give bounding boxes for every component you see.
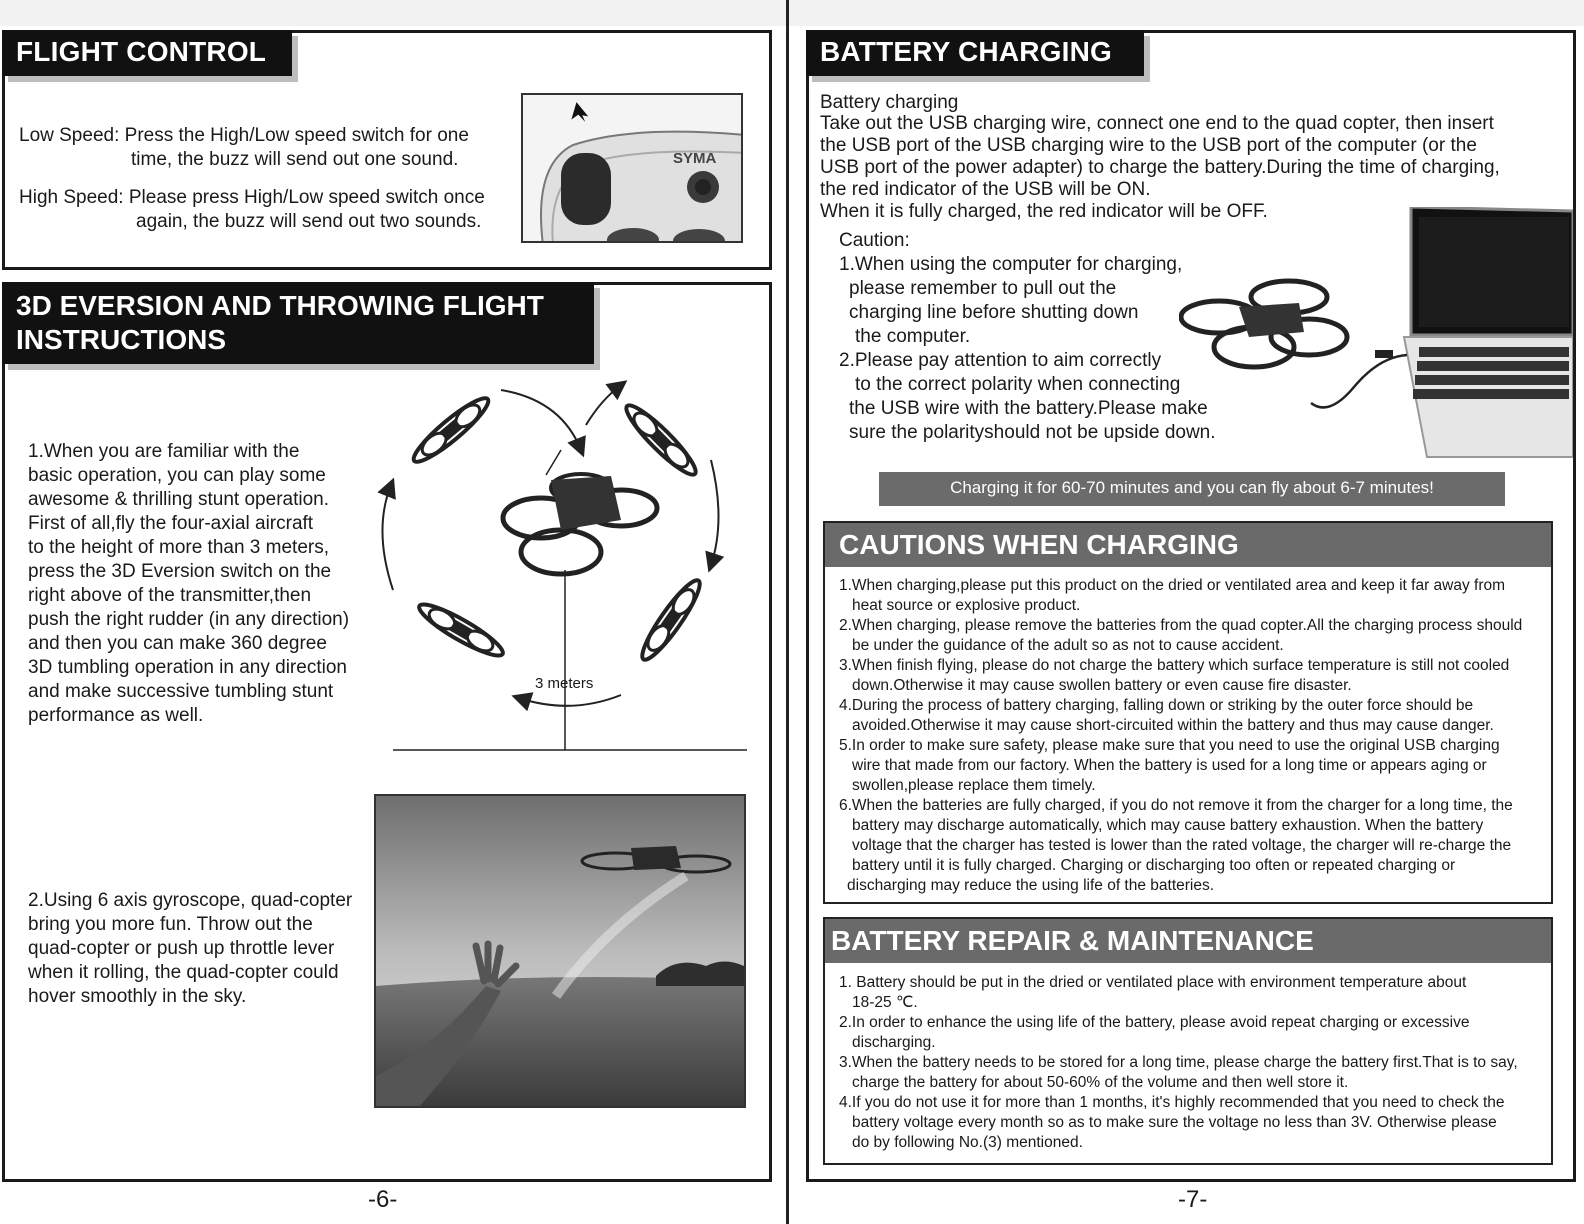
page-divider: [786, 0, 789, 1224]
page-number-right: -7-: [1178, 1186, 1208, 1213]
meters-label: 3 meters: [535, 675, 594, 692]
page-number-left: -6-: [368, 1186, 398, 1213]
repair-title: BATTERY REPAIR & MAINTENANCE: [825, 919, 1551, 963]
center-drone-icon: [503, 474, 657, 574]
charging-illustration: [1179, 207, 1573, 497]
transmitter-photo: [521, 93, 743, 243]
flight-control-section: [2, 30, 772, 270]
charging-body: Take out the USB charging wire, connect one end to the quad copter, then insert the USB port of the USB charging wire to the USB port of the computer (or the USB port of the power adapter) to charge the battery.During the time of charging, the red indicator of the USB will be ON. When it is fully charged, the red indicator will be OFF.: [820, 113, 1500, 222]
brand-text: SYMA: [673, 150, 717, 167]
repair-item-4: 4.If you do not use it for more than 1 months, it's highly recommended that you need to check the battery voltage every month so as to make sure the voltage no less than 3V. Otherwise please do by following No.(3) mentioned.: [839, 1094, 1505, 1151]
high-speed-text: High Speed: Please press High/Low speed switch once again, the buzz will send out two sounds.: [19, 187, 485, 232]
eversion-section: [2, 282, 772, 1182]
low-speed-text: Low Speed: Press the High/Low speed switch for one time, the buzz will send out one sound.: [19, 125, 469, 170]
repair-item-2: 2.In order to enhance the using life of the battery, please avoid repeat charging or excessive discharging.: [839, 1014, 1470, 1051]
eversion-title: 3D EVERSION AND THROWING FLIGHT INSTRUCTIONS: [2, 282, 594, 364]
repair-item-3: 3.When the battery needs to be stored for a long time, please charge the battery first.That is to say, charge the battery for about 50-60% of the volume and then well store it.: [839, 1054, 1518, 1091]
caution-item-1: 1.When charging,please put this product on the dried or ventilated area and keep it far away from heat source or explosive product.: [839, 577, 1506, 614]
top-band: [0, 0, 1584, 26]
battery-charging-section: [806, 30, 1576, 1182]
throwing-photo: [374, 794, 746, 1108]
eversion-paragraph-2: 2.Using 6 axis gyroscope, quad-copter bring you more fun. Throw out the quad-copter or push up throttle lever when it rolling, the quad-copter could hover smoothly in the sky.: [28, 890, 353, 1007]
repair-item-1: 1. Battery should be put in the dried or ventilated place with environment temperature about 18-25 ℃.: [839, 974, 1467, 1011]
high-speed-label: High Speed:: [19, 187, 124, 208]
flight-control-title: FLIGHT CONTROL: [2, 30, 292, 76]
eversion-paragraph-1: 1.When you are familiar with the basic operation, you can play some awesome & thrilling stunt operation. First of all,fly the four-axial aircraft to the height of more than 3 meters, press the 3D Eversion switch on the right above of the transmitter,then push the right rudder (in any direction) and then you can make 360 degree 3D tumbling operation in any direction and make successive tumbling stunt performance as well.: [28, 441, 350, 726]
cautions-list: [839, 576, 1551, 896]
charging-banner: Charging it for 60-70 minutes and you can fly about 6-7 minutes!: [879, 472, 1505, 506]
laptop-icon: [1404, 207, 1573, 457]
tumbling-diagram: [371, 380, 751, 760]
caution-list: 1.When using the computer for charging, please remember to pull out the charging line before shutting down the computer. 2.Please pay attention to aim correctly to the correct polarity when connecting the USB wire with the battery.Please make sure the polarityshould not be upside down.: [839, 254, 1216, 443]
caution-item-5: 5.In order to make sure safety, please make sure that you need to use the original USB charging wire that made from our factory. When the battery is used for a long time or appears aging or swollen,please replace them timely.: [839, 737, 1500, 794]
caution-item-6: 6.When the batteries are fully charged, if you do not remove it from the charger for a long time, the battery may discharge automatically, which may cause battery exhaustion. When the battery voltage that the charger has tested is lower than the rated voltage, the charger will re-charge the battery until it is fully charged. Charging or discharging too often or repeated charging or discharging may reduce the using life of the batteries.: [839, 797, 1513, 894]
cautions-box: [823, 521, 1553, 904]
transmitter-illustration: [523, 95, 743, 243]
throwing-illustration: [376, 796, 746, 1108]
caution-item-2: 2.When charging, please remove the batteries from the quad copter.All the charging process should be under the guidance of the adult so as not to cause accident.: [839, 617, 1523, 654]
caution-item-3: 3.When finish flying, please do not charge the battery which surface temperature is still not cooled down.Otherwise it may cause swollen battery or even cause fire disaster.: [839, 657, 1510, 694]
caution-item-4: 4.During the process of battery charging, falling down or striking by the outer force should be avoided.Otherwise it may cause short-circuited within the battery and thus may cause danger.: [839, 697, 1494, 734]
charging-heading: Battery charging: [820, 92, 959, 113]
caution-label: Caution:: [839, 230, 910, 251]
drone-icon: [1181, 281, 1347, 367]
cautions-title: CAUTIONS WHEN CHARGING: [825, 523, 1551, 567]
battery-charging-title: BATTERY CHARGING: [806, 30, 1144, 76]
repair-box: [823, 917, 1553, 1165]
low-speed-label: Low Speed:: [19, 125, 120, 146]
repair-list: [839, 973, 1551, 1153]
